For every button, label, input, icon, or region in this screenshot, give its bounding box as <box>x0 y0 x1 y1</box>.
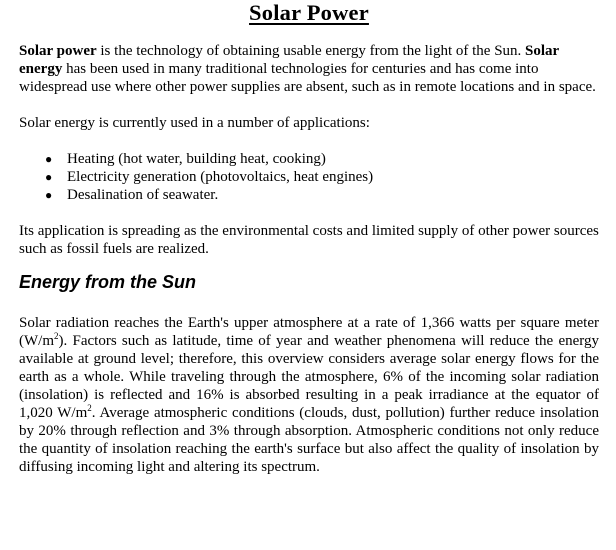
superscript: 2 <box>87 403 92 413</box>
list-item: ● Electricity generation (photovoltaics, heat engines) <box>45 169 374 185</box>
page-title: Solar Power <box>249 0 369 25</box>
intro-text-1: is the technology of obtaining usable energy from the light of the Sun. <box>96 43 526 59</box>
superscript: 2 <box>54 331 59 341</box>
radiation-paragraph: Solar radiation reaches the Earth's upper atmosphere at a rate of 1,366 watts per square meter $(W/m^2)$. Factors such as latitude, time of year and weather phenomena will reduce the energy available at ground level; therefore, this overview considers average solar energy flows for the earth as a whole. While traveling through the atmosphere, 6% of the incoming solar radiation (insolation) is reflected and 16% is absorbed resulting in a peak irradiance at the equator of 1,020 $W/m^2$. Average atmospheric conditions (clouds, dust, pollution) further reduce insolation by 20% through reflection and 3% through absorption. Atmospheric conditions not only reduce the quantity of insolation reaching the earth's surface but also affect the quality of insolation by diffusing incoming light and altering its spectrum. <box>19 315 599 475</box>
list-item: ● Heating (hot water, building heat, cooking) <box>45 151 326 167</box>
list-item: ● Desalination of seawater. <box>45 187 219 203</box>
bullet-icon: ● <box>45 152 53 166</box>
intro-paragraph <box>19 42 599 96</box>
applications-list <box>19 150 599 204</box>
bullet-icon: ● <box>45 188 53 202</box>
intro-text-2: has been used in many traditional technologies for centuries and has come into widespread use where other power supplies are absent, such as in remote locations and in space. <box>19 61 596 95</box>
solar-power-term: Solar power <box>19 43 97 59</box>
usage-intro: Solar energy is currently used in a number of applications: <box>19 115 370 131</box>
bullet-icon: ● <box>45 170 53 184</box>
document-page <box>19 0 599 476</box>
section-heading: Energy from the Sun <box>19 272 197 292</box>
spread-paragraph: Its application is spreading as the environmental costs and limited supply of other power sources such as fossil fuels are realized. <box>19 223 599 257</box>
solar-energy-term: Solar energy <box>19 43 559 77</box>
